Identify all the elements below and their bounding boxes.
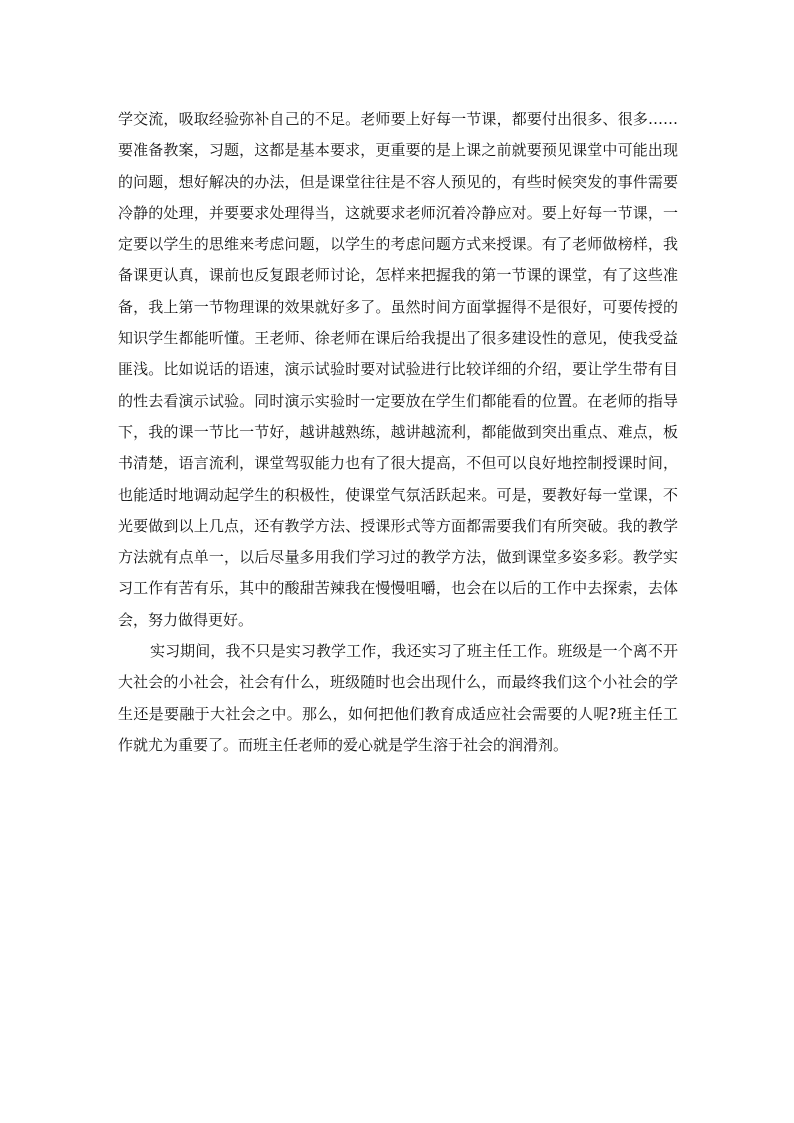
document-body xyxy=(118,104,678,761)
paragraph-class-teacher-practice: 实习期间，我不只是实习教学工作，我还实习了班主任工作。班级是一个离不开大社会的小社会，社会有什么，班级随时也会出现什么，而最终我们这个小社会的学生还是要融于大社会之中。那么，如何把他们教育成适应社会需要的人呢?班主任工作就尤为重要了。而班主任老师的爱心就是学生溶于社会的润滑剂。 xyxy=(118,642,678,754)
paragraph-teaching-practice: 学交流，吸取经验弥补自己的不足。老师要上好每一节课，都要付出很多、很多……要准备教案，习题，这都是基本要求，更重要的是上课之前就要预见课堂中可能出现的问题，想好解决的办法，但是课堂往往是不容人预见的，有些时候突发的事件需要冷静的处理，并要要求处理得当，这就要求老师沉着冷静应对。要上好每一节课，一定要以学生的思维来考虑问题，以学生的考虑问题方式来授课。有了老师做榜样，我备课更认真，课前也反复跟老师讨论，怎样来把握我的第一节课的课堂，有了这些准备，我上第一节物理课的效果就好多了。虽然时间方面掌握得不是很好，可要传授的知识学生都能听懂。王老师、徐老师在课后给我提出了很多建设性的意见，使我受益匪浅。比如说话的语速，演示试验时要对试验进行比较详细的介绍，要让学生带有目的性去看演示试验。同时演示实验时一定要放在学生们都能看的位置。在老师的指导下，我的课一节比一节好，越讲越熟练，越讲越流利，都能做到突出重点、难点，板书清楚，语言流利，课堂驾驭能力也有了很大提高，不但可以良好地控制授课时间，也能适时地调动起学生的积极性，使课堂气氛活跃起来。可是，要教好每一堂课，不光要做到以上几点，还有教学方法、授课形式等方面都需要我们有所突破。我的教学方法就有点单一，以后尽量多用我们学习过的教学方法，做到课堂多姿多彩。教学实习工作有苦有乐，其中的酸甜苦辣我在慢慢咀嚼，也会在以后的工作中去探索，去体会，努力做得更好。 xyxy=(118,110,678,629)
